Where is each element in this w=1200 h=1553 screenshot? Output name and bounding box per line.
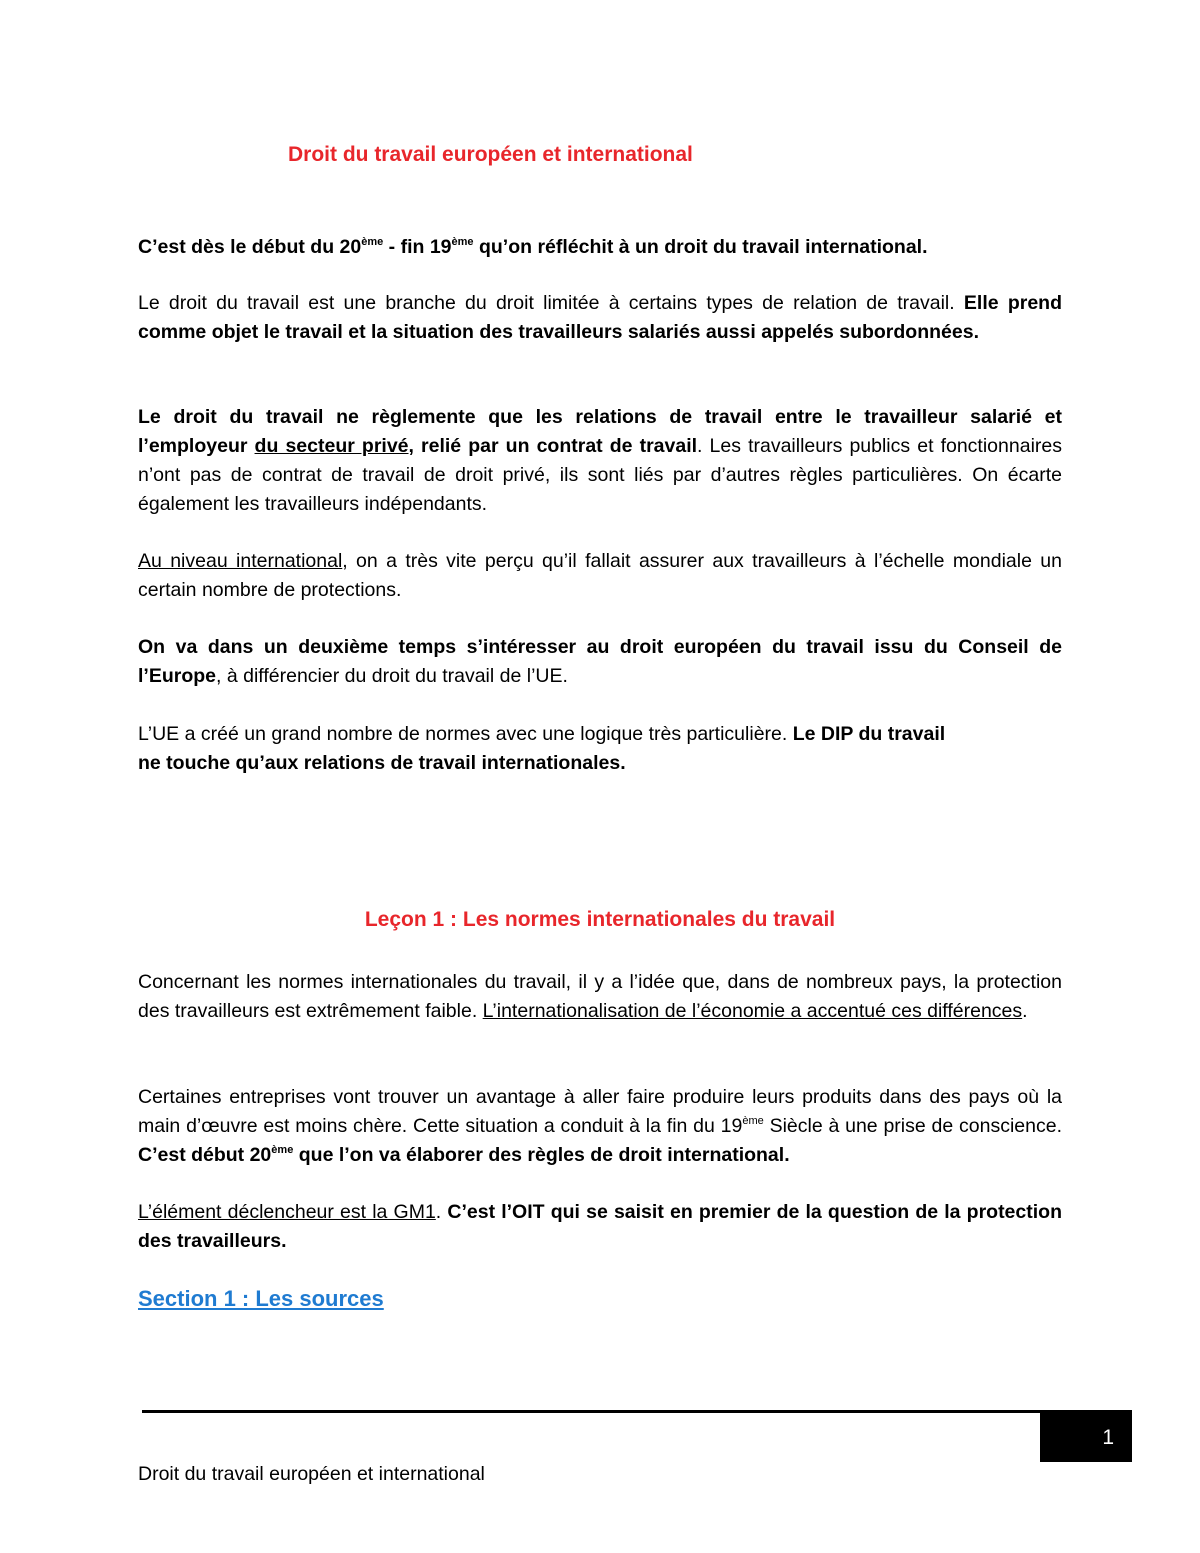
text-run-underlined: Au niveau international — [138, 550, 343, 572]
paragraph-norms — [138, 968, 1062, 1026]
text-run-bold: C’est l’OIT qui se saisit en premier de la question de la protection des travailleurs. — [138, 1201, 1062, 1252]
text-run: . — [435, 1201, 448, 1223]
text-run-bold-underlined: du secteur privé — [254, 435, 409, 457]
superscript: ème — [271, 1144, 294, 1156]
paragraph-european — [138, 633, 1062, 691]
paragraph-definition — [138, 289, 1062, 347]
text-run-bold: C’est début 20 — [138, 1144, 272, 1166]
text-run-bold: ne touche qu’aux relations de travail internationales. — [138, 752, 626, 774]
paragraph-trigger — [138, 1198, 1062, 1256]
text-run: , à différencier du droit du travail de l’UE. — [216, 665, 568, 687]
text-run: Le droit du travail est une branche du droit limitée à certains types de relation de travail. — [138, 292, 964, 314]
text-run: Siècle à une prise de conscience. — [763, 1115, 1062, 1137]
text-run: , on a très vite perçu qu’il fallait assurer aux travailleurs à l’échelle mondiale un certain nombre de protections. — [138, 550, 1062, 601]
page-number: 1 — [1102, 1425, 1114, 1449]
text-run: L’UE a créé un grand nombre de normes avec une logique très particulière. — [138, 723, 793, 745]
text-run-bold: Elle prend comme objet le travail et la situation des travailleurs salariés aussi appelés subordonnées. — [138, 292, 1063, 343]
paragraph-companies — [138, 1083, 1062, 1170]
text-run-underlined: L’élément déclencheur est la GM1 — [138, 1201, 436, 1223]
text-run-bold: Le DIP du travail — [792, 723, 946, 745]
superscript: ème — [742, 1115, 764, 1127]
text-run: . — [1022, 1000, 1028, 1022]
text-run-bold: On va dans un deuxième temps s’intéresser au droit européen du travail issu du Conseil de l’Europe — [138, 636, 1062, 687]
text-run: Certaines entreprises vont trouver un avantage à aller faire produire leurs produits dans des pays où la main d’œuvre est moins chère. Cette situation a conduit à la fin du 19 — [138, 1086, 1062, 1137]
text-run-bold: , relié par un contrat de travail — [408, 435, 698, 457]
text-run: C’est dès le début du 20 — [138, 236, 362, 258]
text-run-underlined: L’internationalisation de l’économie a accentué ces différences — [482, 1000, 1023, 1022]
text-run-bold: Le droit du travail ne règlemente que les relations de travail entre le travailleur salarié et l’employeur — [138, 406, 1062, 457]
section-title: Section 1 : Les sources — [138, 1286, 384, 1311]
footer-divider — [142, 1410, 1132, 1413]
paragraph-international — [138, 547, 1062, 605]
page-number-box — [1040, 1413, 1132, 1462]
text-run: Concernant les normes internationales du travail, il y a l’idée que, dans de nombreux pays, la protection des travailleurs est extrêmement faible. — [138, 971, 1062, 1022]
superscript: ème — [361, 236, 384, 248]
footer-text: Droit du travail européen et international — [138, 1463, 485, 1485]
text-run: . Les travailleurs publics et fonctionnaires n’ont pas de contrat de travail de droit privé, ils sont liés par d’autres règles particulières. On écarte également les travailleurs indépendants. — [138, 435, 1062, 515]
paragraph-scope — [138, 403, 1062, 519]
paragraph-intro — [138, 233, 1062, 262]
paragraph-ue — [138, 720, 1062, 778]
lesson-title: Leçon 1 : Les normes internationales du travail — [364, 908, 836, 931]
text-run: qu’on réfléchit à un droit du travail international. — [473, 236, 928, 258]
text-run-bold: que l’on va élaborer des règles de droit international. — [293, 1144, 790, 1166]
text-run: - fin 19 — [383, 236, 452, 258]
document-title: Droit du travail européen et international — [288, 143, 693, 166]
superscript: ème — [451, 236, 474, 248]
